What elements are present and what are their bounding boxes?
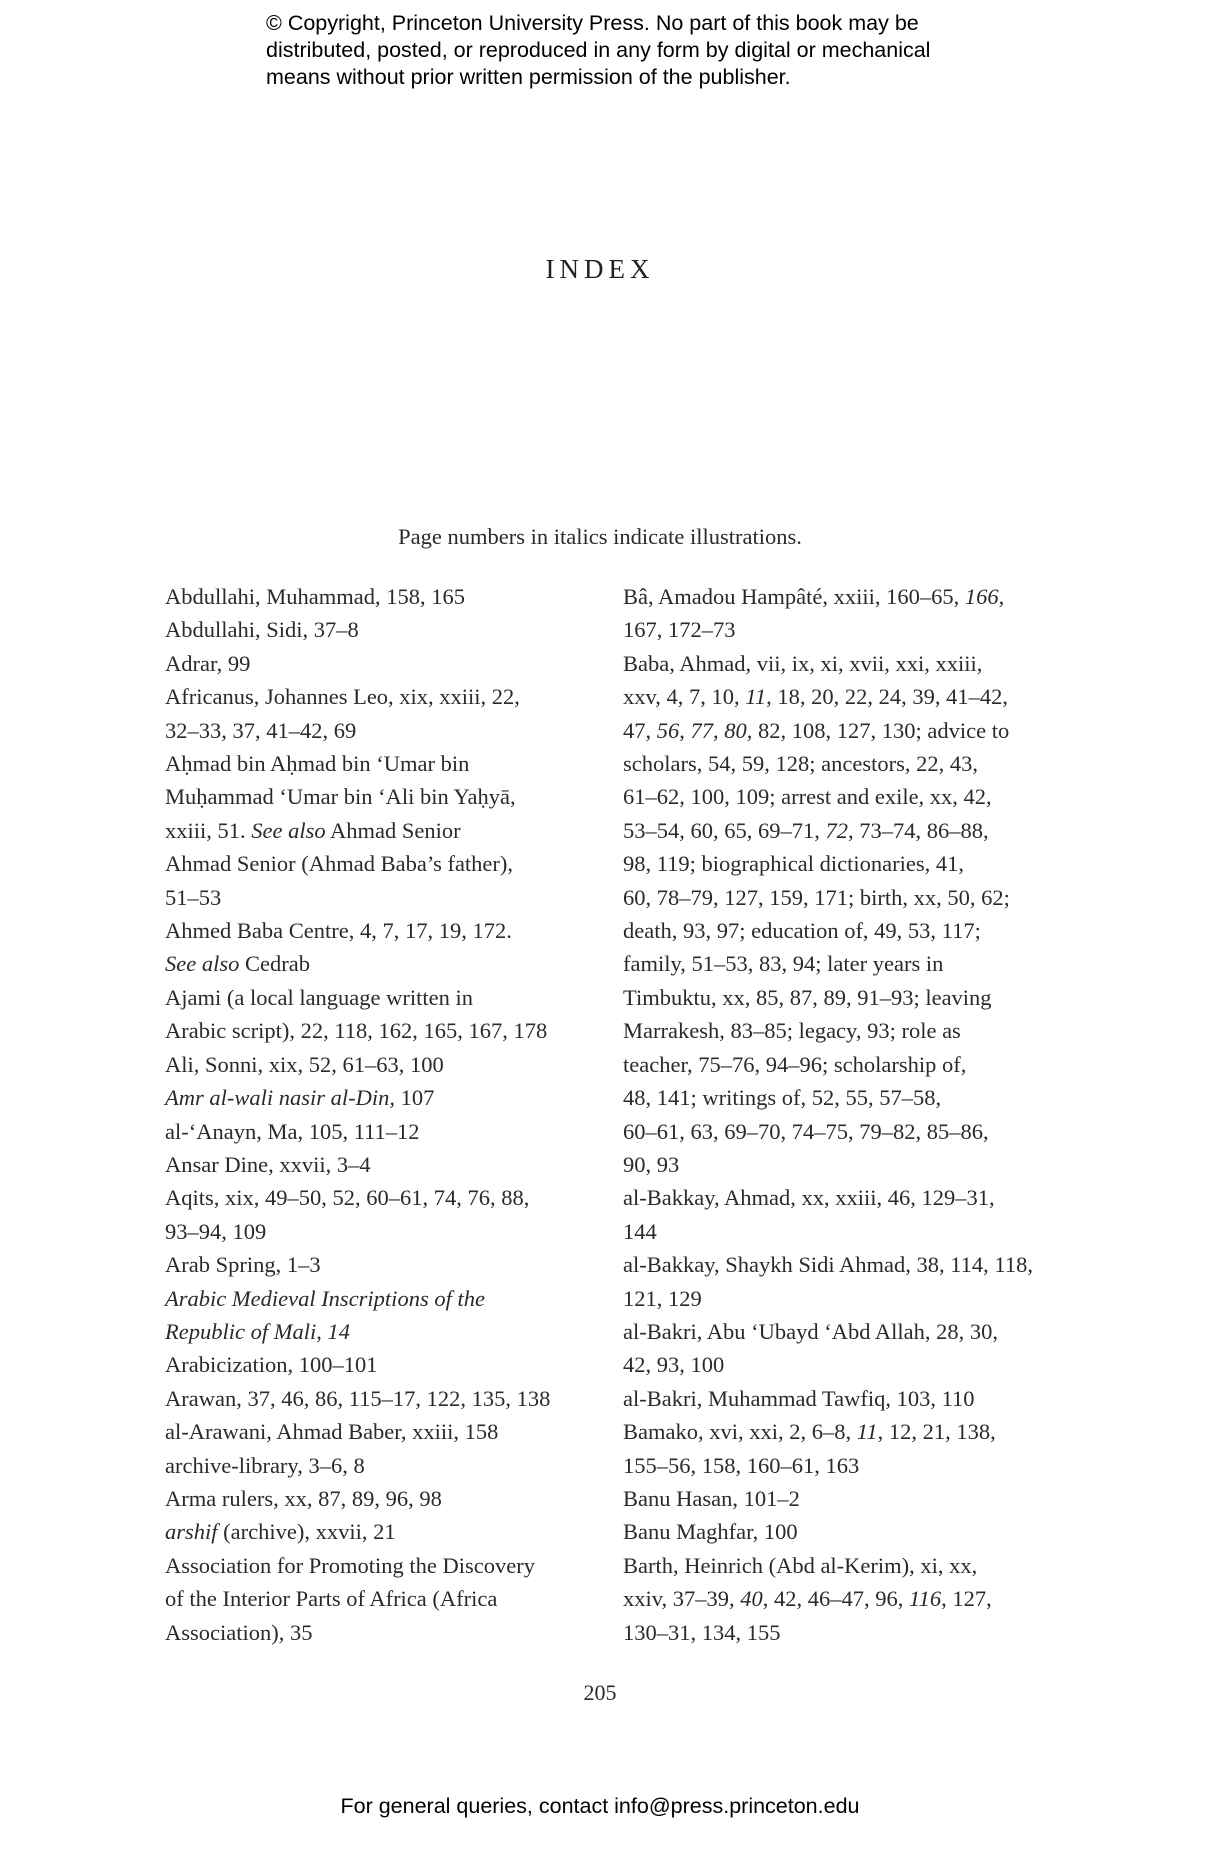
index-entry-line — [165, 1115, 595, 1148]
index-entry — [165, 1115, 595, 1148]
entry-text: Muḥammad ‘Umar bin ‘Ali bin Yaḥyā, — [165, 784, 516, 810]
index-entry-line — [623, 747, 1063, 780]
italic-text: 14 — [327, 1318, 350, 1344]
entry-text: , 42, 46–47, 96, — [762, 1586, 910, 1612]
index-entry — [165, 1549, 595, 1649]
index-entry — [165, 1382, 595, 1415]
index-entry — [165, 680, 595, 747]
entry-text: 167, 172–73 — [623, 617, 736, 643]
italic-text: 11 — [745, 684, 767, 710]
entry-text: 107 — [395, 1085, 435, 1111]
index-entry — [623, 1382, 1063, 1415]
italic-text: 40 — [740, 1586, 763, 1612]
index-entry-line — [623, 1048, 1063, 1081]
index-entry-line — [165, 947, 595, 980]
index-entry — [165, 747, 595, 847]
entry-text: Ahmad Senior (Ahmad Baba’s father), — [165, 851, 514, 877]
italics-note: Page numbers in italics indicate illustrations. — [398, 524, 802, 549]
index-entry-line — [165, 1415, 595, 1448]
italic-text: 80 — [724, 717, 747, 743]
index-entry-line — [165, 680, 595, 713]
index-entry — [165, 1348, 595, 1381]
index-entry-line — [165, 847, 595, 880]
entry-text: 144 — [623, 1218, 657, 1244]
index-entry — [623, 1549, 1063, 1649]
index-entry — [623, 647, 1063, 1182]
index-entry-line — [165, 881, 595, 914]
index-entry-line — [165, 1382, 595, 1415]
index-entry — [165, 1515, 595, 1548]
entry-text: , — [713, 717, 725, 743]
index-entry-line — [623, 780, 1063, 813]
italic-text: See also — [251, 817, 326, 843]
copyright-line: means without prior written permission of the publisher. — [266, 65, 791, 89]
copyright-line: © Copyright, Princeton University Press. No part of this book may be — [266, 11, 919, 35]
index-entry — [165, 914, 595, 981]
entry-text: , 73–74, 86–88, — [848, 817, 989, 843]
entry-text: 47, — [623, 717, 657, 743]
index-entry-line — [623, 981, 1063, 1014]
italic-text: 116 — [909, 1586, 942, 1612]
index-entry-line — [165, 814, 595, 847]
index-entry-line — [623, 580, 1063, 613]
entry-text: , 12, 21, 138, — [877, 1419, 996, 1445]
index-entry-line — [623, 914, 1063, 947]
entry-text: Ali, Sonni, xix, 52, 61–63, 100 — [165, 1051, 444, 1077]
index-entry-line — [623, 647, 1063, 680]
index-entry-line — [623, 1315, 1063, 1348]
index-entry — [165, 1048, 595, 1081]
index-entry-line — [165, 1048, 595, 1081]
entry-text: Aḥmad bin Aḥmad bin ‘Umar bin — [165, 751, 470, 777]
entry-text: al-Bakkay, Ahmad, xx, xxiii, 46, 129–31, — [623, 1185, 995, 1211]
entry-text: , — [316, 1318, 328, 1344]
index-entry-line — [165, 1549, 595, 1582]
entry-text: Arabicization, 100–101 — [165, 1352, 378, 1378]
entry-text: Barth, Heinrich (Abd al-Kerim), xi, xx, — [623, 1552, 978, 1578]
index-entry-line — [623, 1382, 1063, 1415]
index-entry — [165, 1282, 595, 1349]
italic-text: arshif — [165, 1519, 218, 1545]
entry-text: Ahmad Senior — [325, 817, 461, 843]
index-entry-line — [623, 847, 1063, 880]
entry-text: teacher, 75–76, 94–96; scholarship of, — [623, 1051, 967, 1077]
entry-text: 51–53 — [165, 884, 222, 910]
italic-text: 11 — [856, 1419, 878, 1445]
index-entry-line — [623, 1549, 1063, 1582]
entry-text: Arab Spring, 1–3 — [165, 1252, 321, 1278]
entry-text: al-‘Anayn, Ma, 105, 111–12 — [165, 1118, 420, 1144]
index-entry-line — [623, 1515, 1063, 1548]
index-entry-line — [165, 1582, 595, 1615]
index-entry-line — [623, 1282, 1063, 1315]
index-entry-line — [165, 1315, 595, 1348]
index-entry — [165, 1482, 595, 1515]
entry-text: 42, 93, 100 — [623, 1352, 725, 1378]
index-entry-line — [623, 1482, 1063, 1515]
index-entry-line — [165, 1148, 595, 1181]
entry-text: archive-library, 3–6, 8 — [165, 1452, 365, 1478]
entry-text: , — [679, 717, 691, 743]
index-entry-line — [165, 613, 595, 646]
entry-text: , 127, — [941, 1586, 992, 1612]
entry-text: Association for Promoting the Discovery — [165, 1552, 535, 1578]
index-entry-line — [165, 1215, 595, 1248]
italic-text: See also — [165, 951, 240, 977]
entry-text: xxiv, 37–39, — [623, 1586, 741, 1612]
entry-text: Baba, Ahmad, vii, ix, xi, xvii, xxi, xxiii, — [623, 650, 983, 676]
entry-text: of the Interior Parts of Africa (Africa — [165, 1586, 498, 1612]
index-entry-line — [165, 1282, 595, 1315]
index-entry — [623, 1315, 1063, 1382]
index-entry-line — [165, 914, 595, 947]
entry-text: Africanus, Johannes Leo, xix, xxiii, 22, — [165, 684, 520, 710]
entry-text: , — [998, 584, 1005, 609]
index-entry-line — [165, 714, 595, 747]
index-entry-line — [623, 814, 1063, 847]
footer-contact: For general queries, contact info@press.princeton.edu — [340, 1794, 860, 1818]
index-column-right — [623, 580, 1063, 1649]
entry-text: Bamako, xvi, xxi, 2, 6–8, — [623, 1419, 857, 1445]
entry-text: Bâ, Amadou Hampâté, xxiii, 160–65, — [623, 584, 965, 609]
index-entry — [165, 613, 595, 646]
entry-text: family, 51–53, 83, 94; later years in — [623, 951, 944, 977]
italic-text: 77 — [690, 717, 713, 743]
index-entry-line — [623, 1148, 1063, 1181]
index-entry-line — [623, 680, 1063, 713]
entry-text: al-Bakri, Muhammad Tawfiq, 103, 110 — [623, 1385, 975, 1411]
index-entry-line — [165, 647, 595, 680]
entry-text: Arma rulers, xx, 87, 89, 96, 98 — [165, 1485, 442, 1511]
entry-text: 121, 129 — [623, 1285, 702, 1311]
entry-text: (archive), xxvii, 21 — [217, 1519, 396, 1545]
entry-text: Arabic script), 22, 118, 162, 165, 167, 178 — [165, 1018, 548, 1044]
copyright-notice — [266, 10, 1026, 91]
italic-text: 56 — [656, 717, 680, 743]
italic-text: 72 — [825, 817, 848, 843]
index-entry-line — [623, 947, 1063, 980]
italic-text: 166 — [964, 584, 999, 609]
index-entry-line — [623, 1115, 1063, 1148]
italic-text: Amr al-wali nasir al-Din, — [165, 1085, 396, 1111]
entry-text: 98, 119; biographical dictionaries, 41, — [623, 851, 964, 877]
entry-text: Cedrab — [239, 951, 310, 977]
index-entry-line — [623, 1616, 1063, 1649]
index-entry — [165, 1248, 595, 1281]
entry-text: Ahmed Baba Centre, 4, 7, 17, 19, 172. — [165, 918, 512, 944]
entry-text: Ajami (a local language written in — [165, 984, 474, 1010]
index-entry-line — [623, 1582, 1063, 1615]
entry-text: 60–61, 63, 69–70, 74–75, 79–82, 85–86, — [623, 1118, 989, 1144]
index-entry-line — [165, 1348, 595, 1381]
index-entry — [623, 1482, 1063, 1515]
copyright-line: distributed, posted, or reproduced in any form by digital or mechanical — [266, 38, 931, 62]
entry-text: , 82, 108, 127, 130; advice to — [746, 717, 1010, 743]
entry-text: 61–62, 100, 109; arrest and exile, xx, 42, — [623, 784, 992, 810]
page-number: 205 — [583, 1680, 617, 1705]
index-column-left — [165, 580, 595, 1649]
entry-text: 48, 141; writings of, 52, 55, 57–58, — [623, 1085, 942, 1111]
index-entry-line — [623, 1014, 1063, 1047]
index-entry-line — [623, 1248, 1063, 1281]
entry-text: 93–94, 109 — [165, 1218, 267, 1244]
entry-text: Abdullahi, Muhammad, 158, 165 — [165, 584, 465, 609]
index-entry-line — [165, 1482, 595, 1515]
index-entry-line — [165, 1515, 595, 1548]
index-entry-line — [165, 1449, 595, 1482]
index-entry-line — [165, 780, 595, 813]
index-entry-line — [623, 613, 1063, 646]
entry-text: Ansar Dine, xxvii, 3–4 — [165, 1151, 371, 1177]
index-entry — [623, 1415, 1063, 1482]
entry-text: Abdullahi, Sidi, 37–8 — [165, 617, 359, 643]
index-entry — [623, 1181, 1063, 1248]
index-entry-line — [165, 1081, 595, 1114]
index-entry-line — [623, 714, 1063, 747]
index-entry — [165, 1415, 595, 1448]
index-entry-line — [623, 1181, 1063, 1214]
entry-text: Marrakesh, 83–85; legacy, 93; role as — [623, 1018, 961, 1044]
entry-text: xxiii, 51. — [165, 817, 252, 843]
entry-text: Timbuktu, xx, 85, 87, 89, 91–93; leaving — [623, 984, 992, 1010]
index-entry — [165, 1449, 595, 1482]
index-entry-line — [165, 1014, 595, 1047]
index-entry-line — [623, 1449, 1063, 1482]
entry-text: al-Arawani, Ahmad Baber, xxiii, 158 — [165, 1419, 499, 1445]
entry-text: 90, 93 — [623, 1151, 680, 1177]
italic-text: Arabic Medieval Inscriptions of the — [165, 1285, 485, 1311]
index-entry-line — [623, 1215, 1063, 1248]
index-entry-line — [623, 881, 1063, 914]
entry-text: 60, 78–79, 127, 159, 171; birth, xx, 50, 62; — [623, 884, 1010, 910]
entry-text: al-Bakri, Abu ‘Ubayd ‘Abd Allah, 28, 30, — [623, 1318, 998, 1344]
index-entry-line — [623, 1348, 1063, 1381]
entry-text: Banu Maghfar, 100 — [623, 1519, 798, 1545]
index-entry — [165, 1181, 595, 1248]
entry-text: Adrar, 99 — [165, 650, 251, 676]
index-entry — [165, 1148, 595, 1181]
index-entry — [165, 981, 595, 1048]
index-entry — [165, 647, 595, 680]
index-entry-line — [165, 1616, 595, 1649]
entry-text: scholars, 54, 59, 128; ancestors, 22, 43, — [623, 751, 978, 777]
index-entry-line — [623, 1081, 1063, 1114]
entry-text: al-Bakkay, Shaykh Sidi Ahmad, 38, 114, 118, — [623, 1252, 1033, 1278]
entry-text: 53–54, 60, 65, 69–71, — [623, 817, 826, 843]
entry-text: xxv, 4, 7, 10, — [623, 684, 746, 710]
index-entry — [165, 580, 595, 613]
index-entry — [623, 580, 1063, 647]
entry-text: Association), 35 — [165, 1619, 313, 1645]
entry-text: 32–33, 37, 41–42, 69 — [165, 717, 357, 743]
index-entry — [623, 1515, 1063, 1548]
index-entry — [623, 1248, 1063, 1315]
index-entry — [165, 1081, 595, 1114]
entry-text: Banu Hasan, 101–2 — [623, 1485, 800, 1511]
index-entry-line — [623, 1415, 1063, 1448]
entry-text: , 18, 20, 22, 24, 39, 41–42, — [766, 684, 1009, 710]
index-entry-line — [165, 1248, 595, 1281]
index-entry-line — [165, 981, 595, 1014]
page-title: INDEX — [545, 254, 655, 284]
entry-text: 130–31, 134, 155 — [623, 1619, 781, 1645]
entry-text: death, 93, 97; education of, 49, 53, 117; — [623, 918, 981, 944]
italic-text: Republic of Mali — [165, 1318, 317, 1344]
index-entry — [165, 847, 595, 914]
entry-text: Aqits, xix, 49–50, 52, 60–61, 74, 76, 88, — [165, 1185, 530, 1211]
entry-text: 155–56, 158, 160–61, 163 — [623, 1452, 860, 1478]
index-entry-line — [165, 747, 595, 780]
index-entry-line — [165, 580, 595, 613]
entry-text: Arawan, 37, 46, 86, 115–17, 122, 135, 138 — [165, 1385, 551, 1411]
index-entry-line — [165, 1181, 595, 1214]
